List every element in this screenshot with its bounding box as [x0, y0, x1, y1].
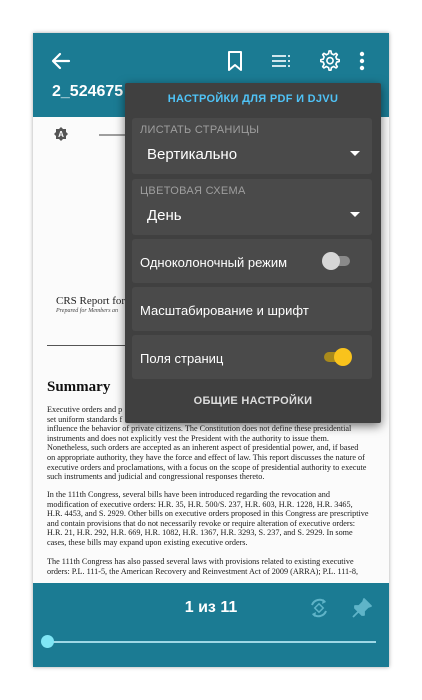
auto-brightness-icon[interactable]: [54, 127, 68, 141]
bookmark-button[interactable]: [223, 49, 247, 73]
paragraph-3: [47, 557, 373, 576]
color-scheme-value: День: [147, 207, 182, 224]
app-window: [33, 33, 389, 667]
single-column-toggle-row[interactable]: [132, 239, 372, 283]
text-line: Nonetheless, such orders are accepted as an inherent aspect of presidential power, and, if based: [47, 443, 359, 453]
page-margins-toggle-row[interactable]: [132, 335, 372, 379]
arrow-left-icon: [51, 51, 71, 71]
scaling-font-button[interactable]: [132, 287, 372, 331]
page-margins-label: Поля страниц: [140, 351, 224, 366]
text-line: orders: P.L. 111-5, the American Recovery and Reinvestment Act of 2009 (ARRA); P.L. 111-8,: [47, 566, 358, 576]
report-title: CRS Report for: [56, 295, 126, 307]
text-line: H.R. 4453, and S. 2929. Other bills on executive orders proposed in this Congress are prescriptive: [47, 509, 369, 519]
summary-heading: Summary: [47, 379, 111, 395]
back-button[interactable]: [49, 49, 73, 73]
toc-button[interactable]: [270, 49, 294, 73]
chevron-down-icon: [350, 151, 360, 156]
svg-text:A: A: [58, 130, 64, 139]
single-column-label: Одноколоночный режим: [140, 255, 288, 270]
page-slider-track[interactable]: [46, 641, 376, 643]
pin-icon: [351, 597, 373, 619]
settings-button[interactable]: [317, 48, 343, 74]
color-scheme-label: ЦВЕТОВАЯ СХЕМА: [140, 185, 246, 197]
text-line: set uniform standards f: [47, 414, 123, 424]
more-button[interactable]: [355, 49, 369, 73]
rotate-button[interactable]: [308, 597, 330, 624]
document-filename: 2_524675: [52, 83, 124, 100]
single-column-switch[interactable]: [324, 256, 350, 266]
list-icon: [272, 53, 292, 69]
text-line: such instruments and judicial and congressional responses thereto.: [47, 472, 265, 482]
text-line: In the 111th Congress, several bills have been introduced regarding the revocation and: [47, 490, 330, 499]
bottom-bar: [33, 583, 389, 667]
page-slider-thumb[interactable]: [41, 635, 54, 648]
text-line: on appropriate authority, they have the force and effect of law. This report discusses the nature of: [47, 452, 365, 462]
text-line: Executive orders and p: [47, 405, 123, 414]
text-line: H.R. 21, H.R. 292, H.R. 669, H.R. 1082, H.R. 1367, H.R. 3293, S. 237, and S. 2929. In some: [47, 528, 353, 538]
switch-knob: [322, 252, 340, 270]
paragraph-2: [47, 490, 373, 548]
prepared-for: Prepared for Members an: [56, 308, 119, 314]
text-line: modification of executive orders: H.R. 35, H.R. 500/S. 237, H.R. 603, H.R. 1228, H.R. 3465,: [47, 499, 353, 509]
page-margins-switch[interactable]: [324, 352, 350, 362]
popup-title: НАСТРОЙКИ ДЛЯ PDF И DJVU: [167, 93, 339, 105]
more-vert-icon: [359, 51, 365, 71]
scroll-mode-dropdown[interactable]: [132, 118, 372, 174]
screen-rotation-icon: [308, 597, 330, 619]
text-line: instruments and does not explicitly vest the President with the authority to issue them.: [47, 433, 329, 443]
page-indicator: 1 из 11: [184, 599, 238, 616]
scroll-mode-label: ЛИСТАТЬ СТРАНИЦЫ: [140, 124, 260, 136]
scaling-font-label: Масштабирование и шрифт: [140, 303, 309, 318]
bookmark-icon: [227, 51, 243, 71]
gear-icon: [319, 50, 341, 72]
text-line: cases, these bills may expand upon existing executive orders.: [47, 537, 248, 547]
color-scheme-dropdown[interactable]: [132, 179, 372, 235]
chevron-down-icon: [350, 212, 360, 217]
settings-popup: [125, 83, 381, 423]
scroll-mode-value: Вертикально: [147, 146, 238, 163]
text-line: influence the behavior of private citizens. The Constitution does not define these presidential: [47, 424, 352, 434]
text-line: The 111th Congress has also passed several laws with provisions related to existing executive: [47, 557, 354, 566]
pin-button[interactable]: [351, 597, 373, 624]
text-line: executive orders and proclamations, with a focus on the scope of presidential authority to execute: [47, 462, 367, 472]
general-settings-button[interactable]: ОБЩИЕ НАСТРОЙКИ: [193, 395, 313, 407]
text-line: and contain provisions that do not necessarily revoke or require alteration of executive orders:: [47, 518, 356, 528]
switch-knob: [334, 348, 352, 366]
